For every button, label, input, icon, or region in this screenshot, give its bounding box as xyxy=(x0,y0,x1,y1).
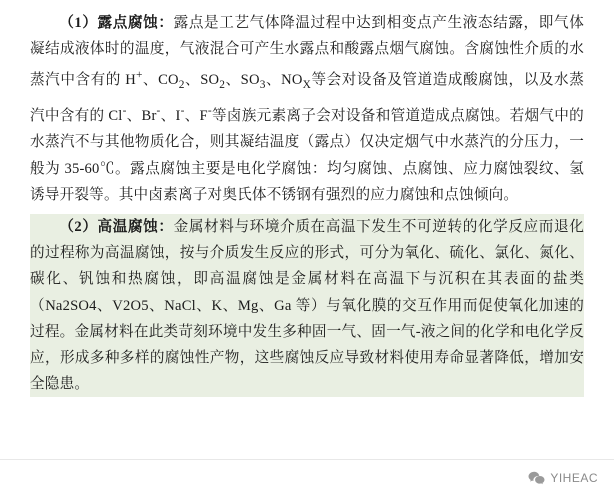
paragraph-dew-point-corrosion xyxy=(30,10,584,208)
paragraph-text: 金属材料与环境介质在高温下发生不可逆转的化学反应而退化的过程称为高温腐蚀，按与介质发生反应的形式，可分为氧化、硫化、氯化、氮化、碳化、钒蚀和热腐蚀，即高温腐蚀是金属材料在高温下与沉积在其表面的盐类（Na2SO4、V2O5、NaCl、K、Mg、Ga 等）与氧化膜的交互作用而促使氧化加速的过程。金属材料在此类苛刻环境中发生多种固一气、固一气-液之间的化学和电化学反应，形成多种多样的腐蚀性产物，这些腐蚀反应导致材料使用寿命显著降低，增加安全隐患。 xyxy=(30,219,584,393)
footer-account[interactable] xyxy=(528,471,598,485)
page-footer xyxy=(0,460,614,496)
paragraph-label: （2）高温腐蚀： xyxy=(59,219,174,236)
paragraph-high-temperature-corrosion xyxy=(30,214,584,397)
paragraph-label: （1）露点腐蚀： xyxy=(59,15,174,31)
wechat-icon xyxy=(528,471,545,485)
paragraph-text: 露点是工艺气体降温过程中达到相变点产生液态结露，即气体凝结成液体时的温度，气液混合可产生水露点和酸露点烟气腐蚀。含腐蚀性介质的水蒸汽中含有的 H+、$CO_2$、$SO_2$、$SO_3$、$NO_X$等会对设备及管道造成酸腐蚀，以及水蒸汽中含有的 Cl-、Br-、I-、F-等卤族元素离子会对设备和管道造成点腐蚀。若烟气中的水蒸汽不与其他物质化合，则其凝结温度（露点）仅决定烟气中水蒸汽的分压力，一般为 35-60℃。露点腐蚀主要是电化学腐蚀：均匀腐蚀、点腐蚀、应力腐蚀裂纹、氢诱导开裂等。其中卤素离子对奥氏体不锈钢有强烈的应力腐蚀和点蚀倾向。 xyxy=(30,15,584,203)
footer-account-name: YIHEAC xyxy=(550,471,598,485)
